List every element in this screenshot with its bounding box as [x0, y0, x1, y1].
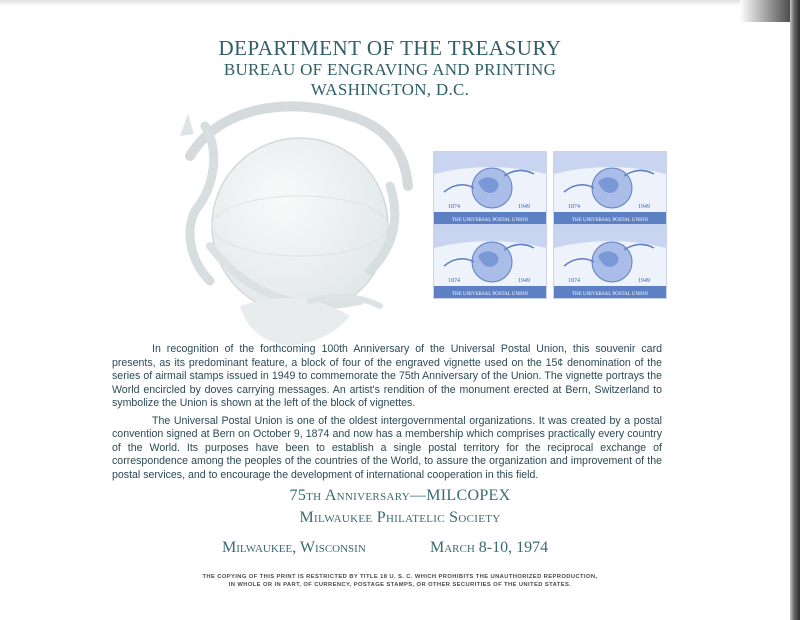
svg-text:1874: 1874: [448, 204, 460, 210]
city-title: WASHINGTON, D.C.: [310, 80, 470, 99]
copyright-line-2: IN WHOLE OR IN PART, OF CURRENCY, POSTAGE STAMPS, OR OTHER SECURITIES OF THE UNITED STATES.: [228, 582, 572, 588]
vignette-top-right: [553, 151, 667, 225]
event-society: Milwaukee Philatelic Society: [299, 509, 501, 526]
svg-text:THE UNIVERSAL POSTAL UNION: THE UNIVERSAL POSTAL UNION: [571, 218, 649, 223]
copyright-notice: [180, 573, 620, 589]
svg-text:1949: 1949: [518, 204, 530, 210]
upu-monument-illustration: [150, 96, 430, 346]
bureau-title: BUREAU OF ENGRAVING AND PRINTING: [223, 60, 557, 79]
svg-text:THE UNIVERSAL POSTAL UNION: THE UNIVERSAL POSTAL UNION: [451, 292, 529, 297]
copyright-line-1: THE COPYING OF THIS PRINT IS RESTRICTED BY TITLE 18 U. S. C. WHICH PROHIBITS THE UNAUTHORIZED REPRODUCTION,: [202, 574, 598, 580]
vignette-bottom-left: [433, 225, 547, 299]
svg-text:THE UNIVERSAL POSTAL UNION: THE UNIVERSAL POSTAL UNION: [571, 292, 649, 297]
svg-text:THE UNIVERSAL POSTAL UNION: THE UNIVERSAL POSTAL UNION: [451, 218, 529, 223]
event-dates: March 8-10, 1974: [430, 539, 549, 556]
svg-text:1874: 1874: [448, 278, 460, 284]
vignette-top-left: [433, 151, 547, 225]
scan-edge-top: [0, 0, 800, 6]
vignette-bottom-right: [553, 225, 667, 299]
department-title: DEPARTMENT OF THE TREASURY: [218, 36, 562, 60]
svg-text:1949: 1949: [638, 278, 650, 284]
svg-text:1874: 1874: [568, 278, 580, 284]
event-title: 75th Anniversary—MILCOPEX: [289, 487, 511, 504]
card-description: [112, 343, 662, 486]
scan-edge-right: [790, 0, 800, 620]
description-paragraph-1: In recognition of the forthcoming 100th Anniversary of the Universal Postal Union, this souvenir card presents, as its predominant feature, a block of four of the engraved vignette used on the 15¢ denomination of the series of airmail stamps issued in 1949 to commemorate the 75th Anniversary of the Union. The vignette portrays the World encircled by doves carrying messages. An artist's rendition of the monument erected at Bern, Switzerland to symbolize the Union is shown at the left of the block of vignettes.: [112, 343, 662, 409]
svg-text:1949: 1949: [518, 278, 530, 284]
svg-text:1874: 1874: [568, 204, 580, 210]
description-paragraph-2: The Universal Postal Union is one of the oldest intergovernmental organizations. It was created by a postal convention signed at Bern on October 9, 1874 and now has a membership which comprises practically every country of the World. Its purposes have been to establish a single postal territory for the reciprocal exchange of correspondence among the peoples of the countries of the World, to assure the organization and improvement of the postal services, and to encourage the development of international cooperation in this field.: [112, 414, 662, 481]
event-city: Milwaukee, Wisconsin: [222, 539, 366, 556]
card-header: [180, 36, 600, 100]
svg-text:1949: 1949: [638, 204, 650, 210]
